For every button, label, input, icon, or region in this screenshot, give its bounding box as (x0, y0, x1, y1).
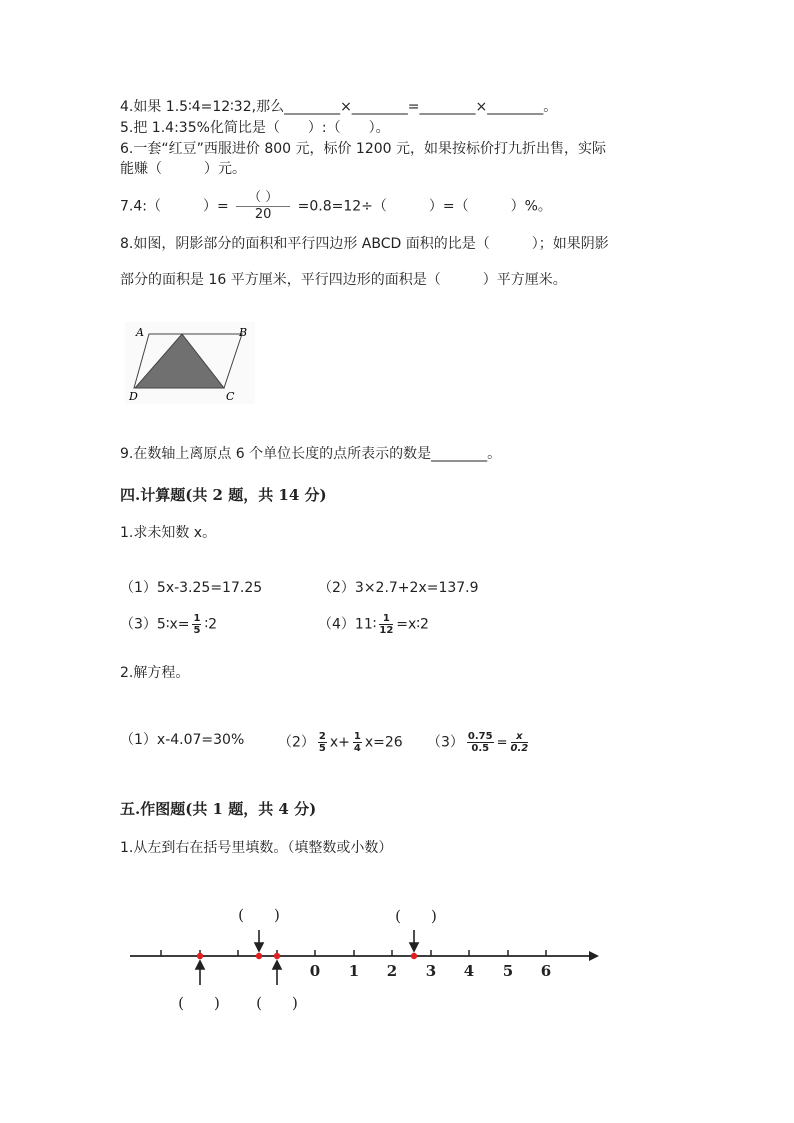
solve-2-post: x=26 (364, 734, 403, 751)
equation-3-post: ∶2 (204, 616, 218, 633)
down-arrow-head-1 (255, 943, 263, 951)
draw-1-title: 1.从左到右在括号里填数。（填整数或小数） (120, 840, 393, 856)
question-6-line-1: 6.一套“红豆”西服进价 800 元，标价 1200 元，如果按标价打九折出售，实际 (120, 141, 607, 157)
calc-2-title: 2.解方程。 (120, 665, 190, 681)
red-point-2 (256, 953, 262, 959)
question-7-fraction-numerator: （ ） (236, 190, 290, 207)
question-7-pre: 7.4:（ ）= (120, 198, 229, 215)
question-7-fraction (236, 190, 290, 223)
solve-2-mid: x+ (329, 734, 350, 751)
parallelogram-figure (125, 322, 255, 404)
solve-3-fraction-1 (467, 731, 494, 754)
solve-2-fraction-2 (353, 731, 362, 754)
equation-4 (318, 613, 429, 636)
up-arrow-head-2 (273, 961, 281, 969)
down-arrow-head-2 (410, 943, 418, 951)
label-b: B (239, 326, 248, 339)
tick-label-6: 6 (540, 962, 552, 980)
equation-4-numerator: 1 (379, 613, 393, 625)
solve-3-pre: （3） (427, 734, 464, 751)
question-8-line-1: 8.如图，阴影部分的面积和平行四边形 ABCD 面积的比是（ ）；如果阴影 (120, 236, 609, 252)
tick-label-1: 1 (348, 962, 360, 980)
equation-3-fraction (192, 613, 201, 636)
red-point-4 (411, 953, 417, 959)
equation-4-pre: （4）11∶ (318, 616, 377, 633)
solve-3-equals: = (496, 735, 508, 751)
question-7-post: =0.8=12÷（ ）=（ ）%。 (297, 198, 552, 215)
question-8-line-2: 部分的面积是 16 平方厘米，平行四边形的面积是（ ）平方厘米。 (120, 272, 567, 288)
solve-3-denominator-1: 0.5 (471, 743, 490, 754)
answer-blank-bottom-1: ( ) (178, 994, 220, 1012)
number-line-ticks (161, 950, 546, 956)
question-7-fraction-denominator: 20 (254, 207, 272, 222)
red-point-3 (274, 953, 280, 959)
answer-blank-bottom-2: ( ) (256, 994, 298, 1012)
solve-3-denominator-2: 0.2 (510, 743, 529, 754)
solve-2-fraction-1 (318, 731, 327, 754)
solve-2-denominator-2: 4 (353, 743, 361, 754)
tick-label-3: 3 (425, 962, 437, 980)
label-d: D (129, 390, 138, 403)
solve-2-denominator-1: 5 (318, 743, 326, 754)
label-c: C (226, 390, 235, 403)
red-point-1 (197, 953, 203, 959)
question-5: 5.把 1.4:35%化简比是（ ）:（ ）。 (120, 120, 390, 136)
tick-label-2: 2 (386, 962, 398, 980)
tick-label-0: 0 (309, 962, 321, 980)
equation-4-fraction (379, 613, 393, 636)
solve-3 (427, 731, 531, 754)
equation-3 (120, 613, 217, 636)
solve-3-numerator-1: 0.75 (467, 731, 493, 742)
solve-3-numerator-2: x (511, 731, 529, 743)
question-6-line-2: 能赚（ ）元。 (120, 161, 246, 177)
number-line-arrowhead (589, 951, 599, 961)
tick-label-4: 4 (463, 962, 475, 980)
up-arrow-head-1 (196, 961, 204, 969)
solve-2-numerator-2: 1 (353, 731, 361, 742)
question-4: 4.如果 1.5∶4=12∶32,那么________×________=________×________。 (120, 99, 558, 115)
equation-4-denominator: 12 (379, 625, 394, 636)
number-line (125, 895, 605, 1015)
equation-4-post: =x∶2 (396, 616, 429, 633)
tick-label-5: 5 (502, 962, 514, 980)
equation-3-pre: （3）5∶x= (120, 616, 190, 633)
question-7 (120, 190, 552, 223)
answer-blank-top-1: ( ) (238, 906, 280, 924)
solve-2-pre: （2） (278, 734, 315, 751)
section-5-heading: 五.作图题(共 1 题，共 4 分) (120, 800, 317, 818)
equation-1: （1）5x-3.25=17.25 (120, 580, 263, 596)
calc-1-title: 1.求未知数 x。 (120, 525, 217, 541)
solve-1: （1）x-4.07=30% (120, 732, 245, 748)
solve-3-fraction-2 (511, 731, 529, 754)
question-9: 9.在数轴上离原点 6 个单位长度的点所表示的数是________。 (120, 446, 502, 462)
answer-blank-top-2: ( ) (395, 907, 437, 925)
solve-2-numerator-1: 2 (318, 731, 326, 742)
solve-2 (278, 731, 403, 754)
section-4-heading: 四.计算题(共 2 题，共 14 分) (120, 486, 327, 504)
equation-3-numerator: 1 (193, 613, 201, 624)
equation-2: （2）3×2.7+2x=137.9 (318, 580, 479, 596)
equation-3-denominator: 5 (193, 625, 201, 636)
label-a: A (136, 326, 144, 339)
